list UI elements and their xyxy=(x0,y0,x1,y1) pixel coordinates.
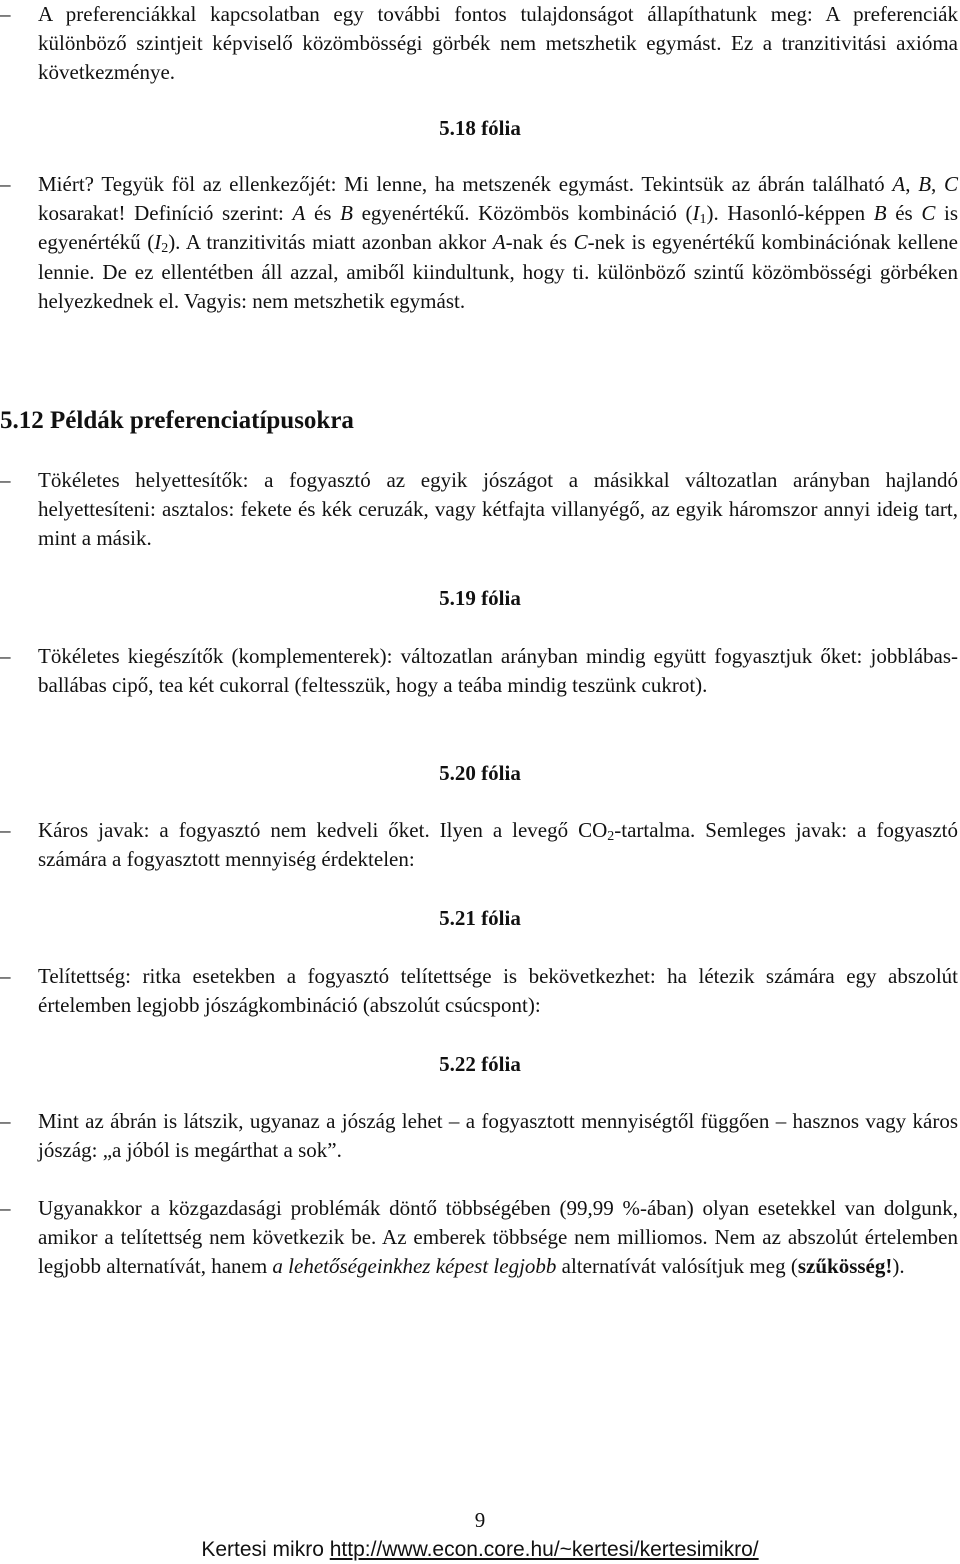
italic-text: C xyxy=(573,230,588,255)
text-run: és xyxy=(886,201,922,226)
footer-link[interactable]: http://www.econ.core.hu/~kertesi/kertesimikro/ xyxy=(329,1538,759,1561)
paragraph xyxy=(38,466,958,554)
italic-text: a lehetőségeinkhez képest legjobb xyxy=(272,1254,557,1279)
dash-bullet: – xyxy=(0,964,11,988)
text-run: A preferenciákkal kapcsolatban egy további fontos tulajdonságot állapíthatunk meg: A preferenciák különböző szintjeit képviselő közömbösségi görbék nem metszhetik egymást. Ez a tranzitivitási axióma következménye. xyxy=(38,2,958,85)
paragraph xyxy=(38,816,958,874)
italic-text: A xyxy=(892,172,906,196)
dash-bullet: – xyxy=(0,644,11,668)
footer-author: Kertesi mikro xyxy=(201,1538,324,1561)
list-item xyxy=(0,1194,958,1282)
subscript-text: 1 xyxy=(699,212,707,228)
list-item xyxy=(0,816,958,874)
text-run: és xyxy=(305,201,341,226)
text-run: ). Hasonló-képpen xyxy=(706,201,874,226)
text-run: alternatívát valósítjuk meg ( xyxy=(556,1254,798,1279)
text-run: ). A tranzitivitás miatt azonban akkor xyxy=(168,230,493,255)
text-run: -nek is egyenértékű kombinációnak kellene lennie. De ez ellentétben áll azzal, amiből kiindultunk, hogy ti. különböző szintű közömbösségi görbéken helyezkednek el. Vagyis: nem metszhetik egymást. xyxy=(38,230,958,313)
list-item xyxy=(0,962,958,1020)
text-run: ). xyxy=(892,1254,905,1279)
text-run: is egyenértékű ( xyxy=(38,201,959,255)
page-number: 9 xyxy=(474,1508,486,1532)
list-item xyxy=(0,1107,958,1165)
paragraph xyxy=(38,1107,958,1165)
text-run: Miért? Tegyük föl az ellenkezőjét: Mi lenne, ha metszenék egymást. Tekintsük az ábrán található xyxy=(38,172,893,196)
text-run: -tartalma. Semleges javak: a fogyasztó számára a fogyasztott mennyiség érdektelen: xyxy=(38,818,958,872)
dash-bullet: – xyxy=(0,172,11,196)
italic-text: C xyxy=(944,172,959,196)
dash-bullet: – xyxy=(0,1109,11,1133)
italic-text: A xyxy=(292,201,306,226)
italic-text: I xyxy=(692,201,700,226)
subscript-text: 2 xyxy=(161,241,169,257)
text-run: Telítettség: ritka esetekben a fogyasztó telítettsége is bekövetkezhet: ha létezik számára egy abszolút értelemben legjobb jószágkombináció (abszolút csúcspont): xyxy=(38,964,958,1018)
italic-text: B xyxy=(873,201,887,226)
italic-text: A xyxy=(492,230,506,255)
paragraph xyxy=(38,642,958,700)
italic-text: C xyxy=(921,201,936,226)
figure-caption: 5.22 fólia xyxy=(439,1052,521,1076)
italic-text: B xyxy=(918,172,932,196)
list-item xyxy=(0,0,958,88)
text-run: egyenértékű. Közömbös kombináció ( xyxy=(352,201,693,226)
subscript-text: 2 xyxy=(607,829,615,844)
figure-caption: 5.19 fólia xyxy=(439,586,521,610)
page-footer xyxy=(0,1536,960,1564)
dash-bullet: – xyxy=(0,468,11,492)
dash-bullet: – xyxy=(0,818,11,842)
bold-text: szűkösség! xyxy=(797,1254,893,1279)
text-run: kosarakat! Definíció szerint: xyxy=(38,201,293,226)
text-run: Ugyanakkor a közgazdasági problémák döntő többségében (99,99 %-ában) olyan esetekkel van dolgunk, amikor a telítettség nem következik be. Az emberek többsége nem milliomos. Nem az abszolút értelemben legjobb alternatívát, hanem xyxy=(38,1196,958,1279)
dash-bullet: – xyxy=(0,1196,11,1220)
text-run: Mint az ábrán is látszik, ugyanaz a jószág lehet – a fogyasztott mennyiségtől függően – hasznos vagy káros jószág: „a jóból is megárthat a sok”. xyxy=(38,1109,958,1163)
text-run: Tökéletes kiegészítők (komplementerek): változatlan arányban mindig együtt fogyasztjuk őket: jobblábas-ballábas cipő, tea két cukorral (feltesszük, hogy a teába mindig teszünk cukrot). xyxy=(38,644,958,698)
list-item xyxy=(0,170,958,316)
paragraph xyxy=(38,1194,958,1282)
paragraph xyxy=(38,170,958,316)
figure-caption: 5.21 fólia xyxy=(439,906,521,930)
text-run: , xyxy=(931,172,944,196)
figure-caption: 5.20 fólia xyxy=(439,761,521,785)
italic-text: I xyxy=(154,230,162,255)
text-run: Tökéletes helyettesítők: a fogyasztó az egyik jószágot a másikkal változatlan arányban hajlandó helyettesíteni: asztalos: fekete és kék ceruzák, vagy kétfajta villanyégő, az egyik háromszor annyi ideig tart, mint a másik. xyxy=(38,468,958,551)
paragraph xyxy=(38,0,958,88)
figure-caption: 5.18 fólia xyxy=(439,116,521,140)
text-run: , xyxy=(905,172,919,196)
paragraph xyxy=(38,962,958,1020)
list-item xyxy=(0,642,958,700)
dash-bullet: – xyxy=(0,2,11,26)
text-run: Káros javak: a fogyasztó nem kedveli őket. Ilyen a levegő CO xyxy=(38,818,608,842)
list-item xyxy=(0,466,958,554)
italic-text: B xyxy=(340,201,353,226)
section-heading: 5.12 Példák preferenciatípusokra xyxy=(0,407,354,434)
text-run: -nak és xyxy=(505,230,574,255)
